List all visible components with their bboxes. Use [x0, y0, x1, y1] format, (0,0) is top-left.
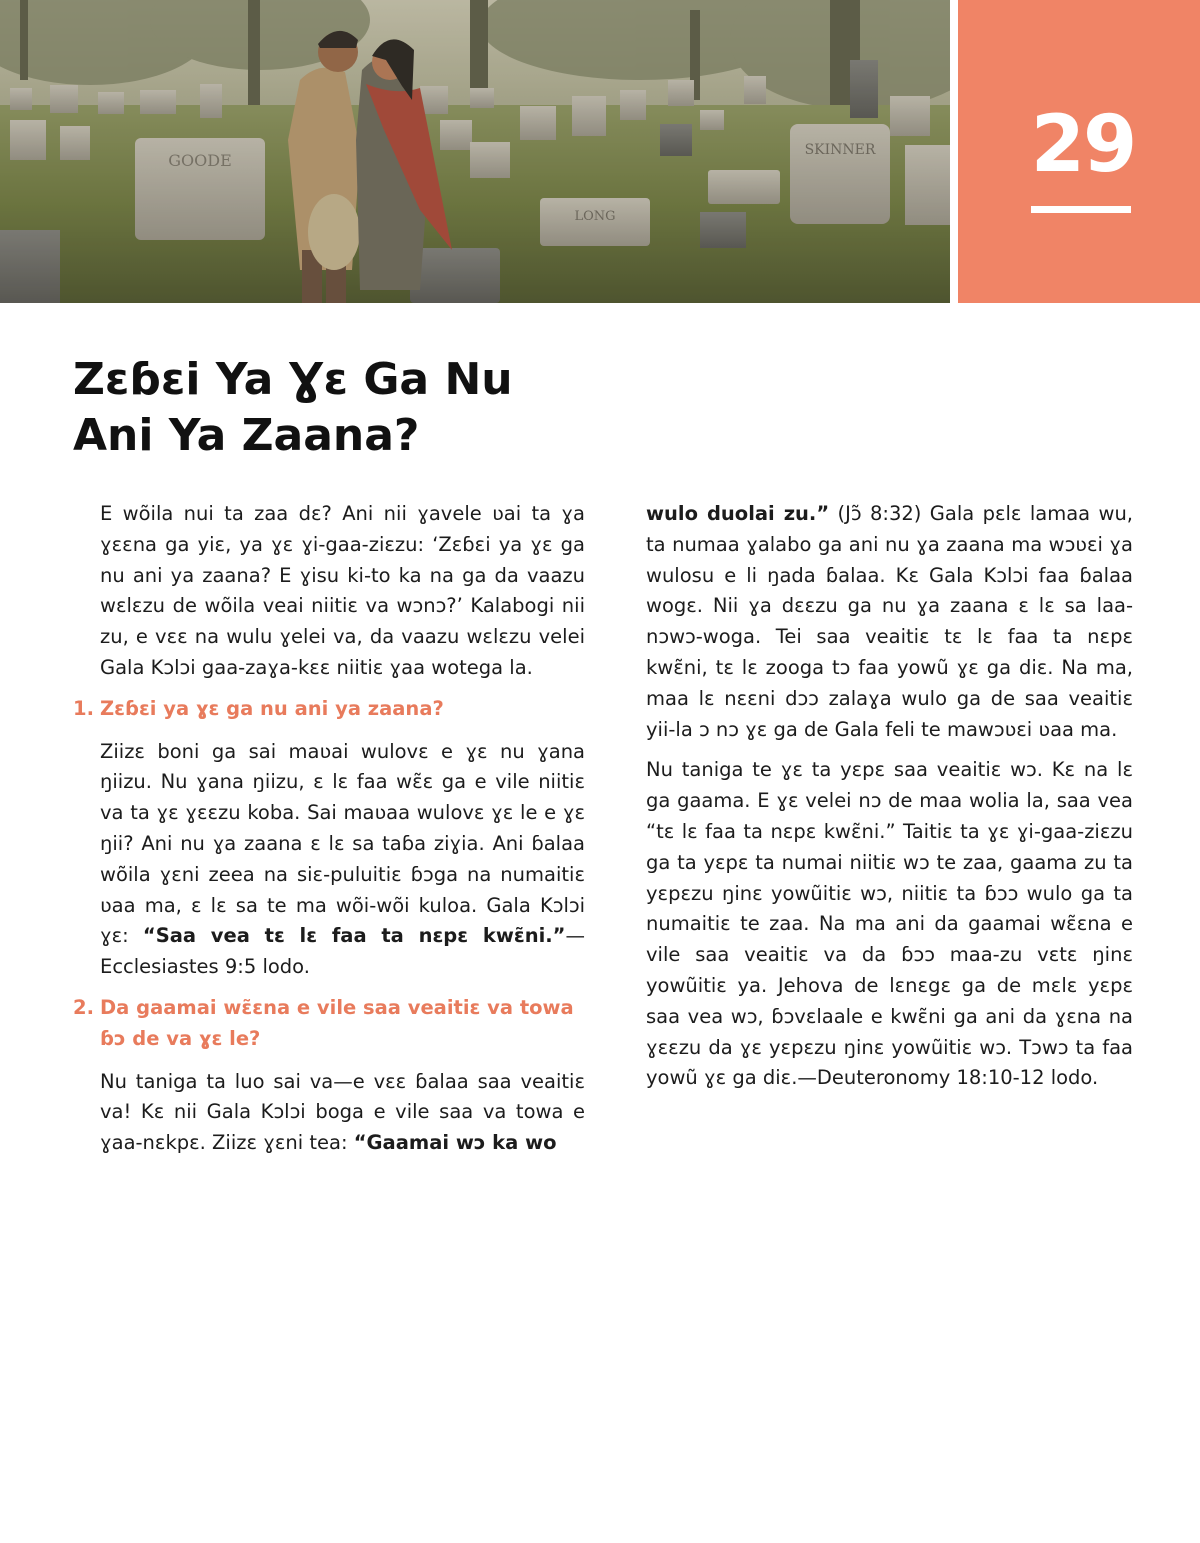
answer-1-paragraph [73, 737, 585, 983]
question-1-text: Zɛɓɛi ya ɣɛ ga nu ani ya zaana? [100, 696, 444, 720]
answer-2-continued-paragraph [646, 499, 1133, 745]
question-2-text: Da gaamai wɛ̃ɛna e vile saa veaitiɛ va towa ɓɔ de va ɣɛ le? [100, 995, 574, 1050]
cemetery-couple-photo-icon [0, 0, 950, 303]
answer-2-text: Nu taniga ta luo sai va—e vɛɛ ɓalaa saa veaitiɛ va! Kɛ nii Gala Kɔlɔi boga e vile saa va towa e ɣaa-nɛkpɛ. Ziizɛ ɣɛni tea: [100, 1069, 585, 1155]
answer-2-scripture-quote-continued: wulo duolai zu.” [646, 502, 830, 525]
right-column [646, 499, 1133, 1104]
left-column [73, 499, 585, 1169]
intro-paragraph: E wõila nui ta zaa dɛ? Ani nii ɣavele ʋai ta ɣa ɣɛɛna ga yiɛ, ya ɣɛ ɣi-gaa-ziɛzu: ‘Zɛɓɛi ya ɣɛ ga nu ani ya zaana? E ɣisu ki-to ka na ga da vaazu wɛlɛzu de wõila veai niitiɛ va wɔnɔ?’ Kalabogi nii zu, e vɛɛ na wulu ɣelei va, da vaazu wɛlɛzu velei Gala Kɔlɔi gaa-zaɣa-kɛɛ niitiɛ ɣaa wotega la. [100, 502, 585, 679]
cemetery-photo [0, 0, 950, 303]
answer-1-reference: —Ecclesiastes 9:5 lodo. [100, 924, 585, 979]
lesson-number-panel [958, 0, 1200, 303]
lesson-number: 29 [1030, 100, 1136, 190]
lesson-number-underline [1031, 206, 1131, 213]
answer-1-scripture-quote: “Saa vea tɛ lɛ faa ta nɛpɛ kwɛ̃ni.” [142, 924, 566, 948]
answer-2-paragraph [73, 1067, 585, 1159]
answer-2-scripture-quote: “Gaamai wɔ ka wo [353, 1131, 557, 1155]
page-title-line-2: Ani Ya Zaana? [73, 410, 420, 461]
question-2-number: 2. [73, 995, 94, 1019]
gravestone-long: LONG [574, 209, 616, 224]
question-1-number: 1. [73, 696, 94, 720]
gravestone-skinner: SKINNER [804, 142, 876, 158]
question-2-heading [73, 993, 585, 1055]
answer-1-text: Ziizɛ boni ga sai maʋai wulovɛ e ɣɛ nu ɣana ŋiizu. Nu ɣana ŋiizu, ɛ lɛ faa wɛ̃ɛ ga e vile niitiɛ va ta ɣɛ ɣɛɛzu koba. Sai maʋaa wulovɛ ɣɛ le e ɣɛ ŋii? Ani nu ɣa zaana ɛ lɛ sa taɓa ziɣia. Ani ɓalaa wõila ɣɛni zeea na siɛ-puluitiɛ ɓɔga na numaitiɛ ʋaa ma, ɛ lɛ sa te ma wõi-wõi kuloa. Gala Kɔlɔi ɣɛ: [100, 739, 585, 948]
answer-3-paragraph: Nu taniga te ɣɛ ta yɛpɛ saa veaitiɛ wɔ. Kɛ na lɛ ga gaama. E ɣɛ velei nɔ de maa wolia la, saa vea “tɛ lɛ faa ta nɛpɛ kwɛ̃ni.” Taitiɛ ta ɣɛ ɣi-gaa-ziɛzu ga ta yɛpɛ ta numai niitiɛ wɔ te zaa, gaama zu ta yɛpɛzu ŋinɛ yowũitiɛ wɔ, niitiɛ ta ɓɔɔ wulo ga ta numaitiɛ te zaa. Na ma ani da gaamai wɛ̃ɛna e vile saa veaitiɛ va da ɓɔɔ maa-zu vɛtɛ ŋinɛ yowũitiɛ ya. Jehova de lɛnɛgɛ ga de mɛlɛ yɛpɛ saa vea wɔ, ɓɔvɛlaale e kwɛ̃ni ga ani da ɣɛna na ɣɛɛzu da ɣɛ yɛpɛzu ŋinɛ yowũitiɛ wɔ. Tɔwɔ ta faa yowũ ɣɛ ga diɛ.—Deuteronomy 18:10-12 lodo. [646, 758, 1133, 1090]
answer-2-continued-text: (Jɔ̃ 8:32) Gala pɛlɛ lamaa wu, ta numaa ɣalabo ga ani nu ɣa zaana ma wɔʋɛi ɣa wulosu e li ŋada ɓalaa. Kɛ Gala Kɔlɔi faa ɓalaa wogɛ. Nii ɣa dɛɛzu ga nu ɣa zaana ɛ lɛ sa laa-nɔwɔ-woga. Tei saa veaitiɛ tɛ lɛ faa ta nɛpɛ kwɛ̃ni, tɛ lɛ zooga tɔ faa yowũ ɣɛ ga diɛ. Na ma, maa lɛ nɛɛni dɔɔ zalaɣa wulo ga de saa veaitiɛ yii-la ɔ nɔ ɣɛ ga de Gala feli te mawɔʋɛi ʋaa ma. [646, 502, 1133, 741]
page-title [73, 352, 773, 464]
gravestone-goode: GOODE [168, 151, 232, 170]
page-title-line-1: Zɛɓɛi Ya Ɣɛ Ga Nu [73, 354, 513, 405]
question-1-heading [73, 694, 585, 725]
